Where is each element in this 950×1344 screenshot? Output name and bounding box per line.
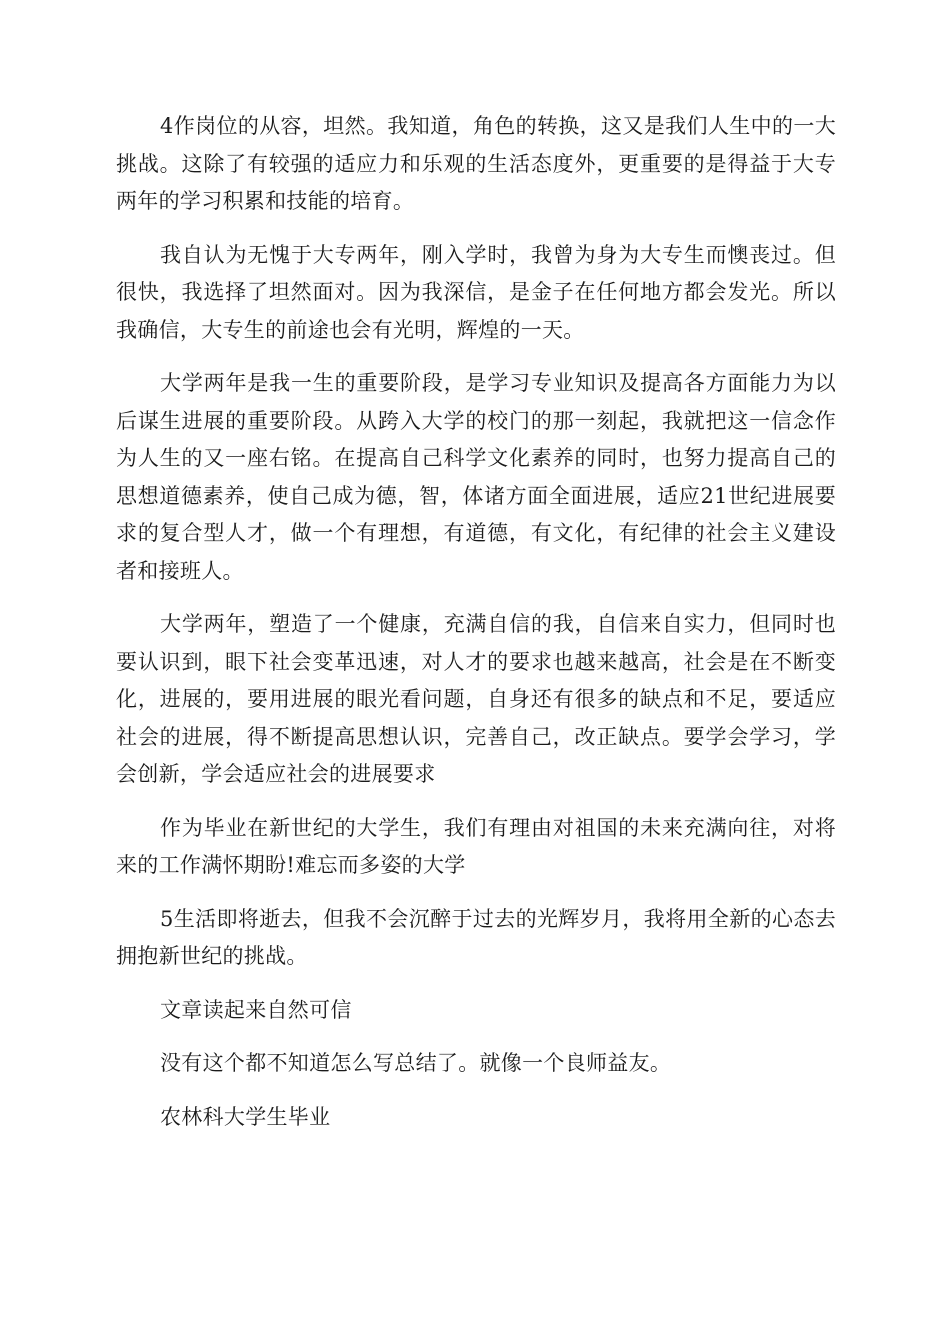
comment-2: 没有这个都不知道怎么写总结了。就像一个良师益友。	[160, 1051, 672, 1075]
comment-3: 农林科大学生毕业	[160, 1104, 331, 1129]
paragraph-4: 大学两年，塑造了一个健康，充满自信的我，自信来自实力，但同时也要认识到，眼下社会变革迅速，对人才的要求也越来越高，社会是在不断变化，进展的，要用进展的眼光看问题，自身还有很多的缺点和不足，要适应社会的进展，得不断提高思想认识，完善自己，改正缺点。要学会学习，学会创新，学会适应社会的进展要求	[116, 612, 836, 786]
comment-1: 文章读起来自然可信	[160, 997, 352, 1022]
paragraph-6: 5生活即将逝去，但我不会沉醉于过去的光辉岁月，我将用全新的心态去拥抱新世纪的挑战。	[116, 906, 836, 968]
paragraph-5: 作为毕业在新世纪的大学生，我们有理由对祖国的未来充满向往，对将来的工作满怀期盼!难忘而多姿的大学	[116, 815, 836, 877]
paragraph-3: 大学两年是我一生的重要阶段，是学习专业知识及提高各方面能力为以后谋生进展的重要阶段。从跨入大学的校门的那一刻起，我就把这一信念作为人生的又一座右铭。在提高自己科学文化素养的同时，也努力提高自己的思想道德素养，使自己成为德，智，体诸方面全面进展，适应21世纪进展要求的复合型人才，做一个有理想，有道德，有文化，有纪律的社会主义建设者和接班人。	[116, 371, 836, 583]
document-body	[116, 108, 836, 1152]
paragraph-1: 4作岗位的从容，坦然。我知道，角色的转换，这又是我们人生中的一大挑战。这除了有较强的适应力和乐观的生活态度外，更重要的是得益于大专两年的学习积累和技能的培育。	[116, 114, 836, 213]
paragraph-2: 我自认为无愧于大专两年，刚入学时，我曾为身为大专生而懊丧过。但很快，我选择了坦然面对。因为我深信，是金子在任何地方都会发光。所以我确信，大专生的前途也会有光明，辉煌的一天。	[116, 242, 836, 342]
